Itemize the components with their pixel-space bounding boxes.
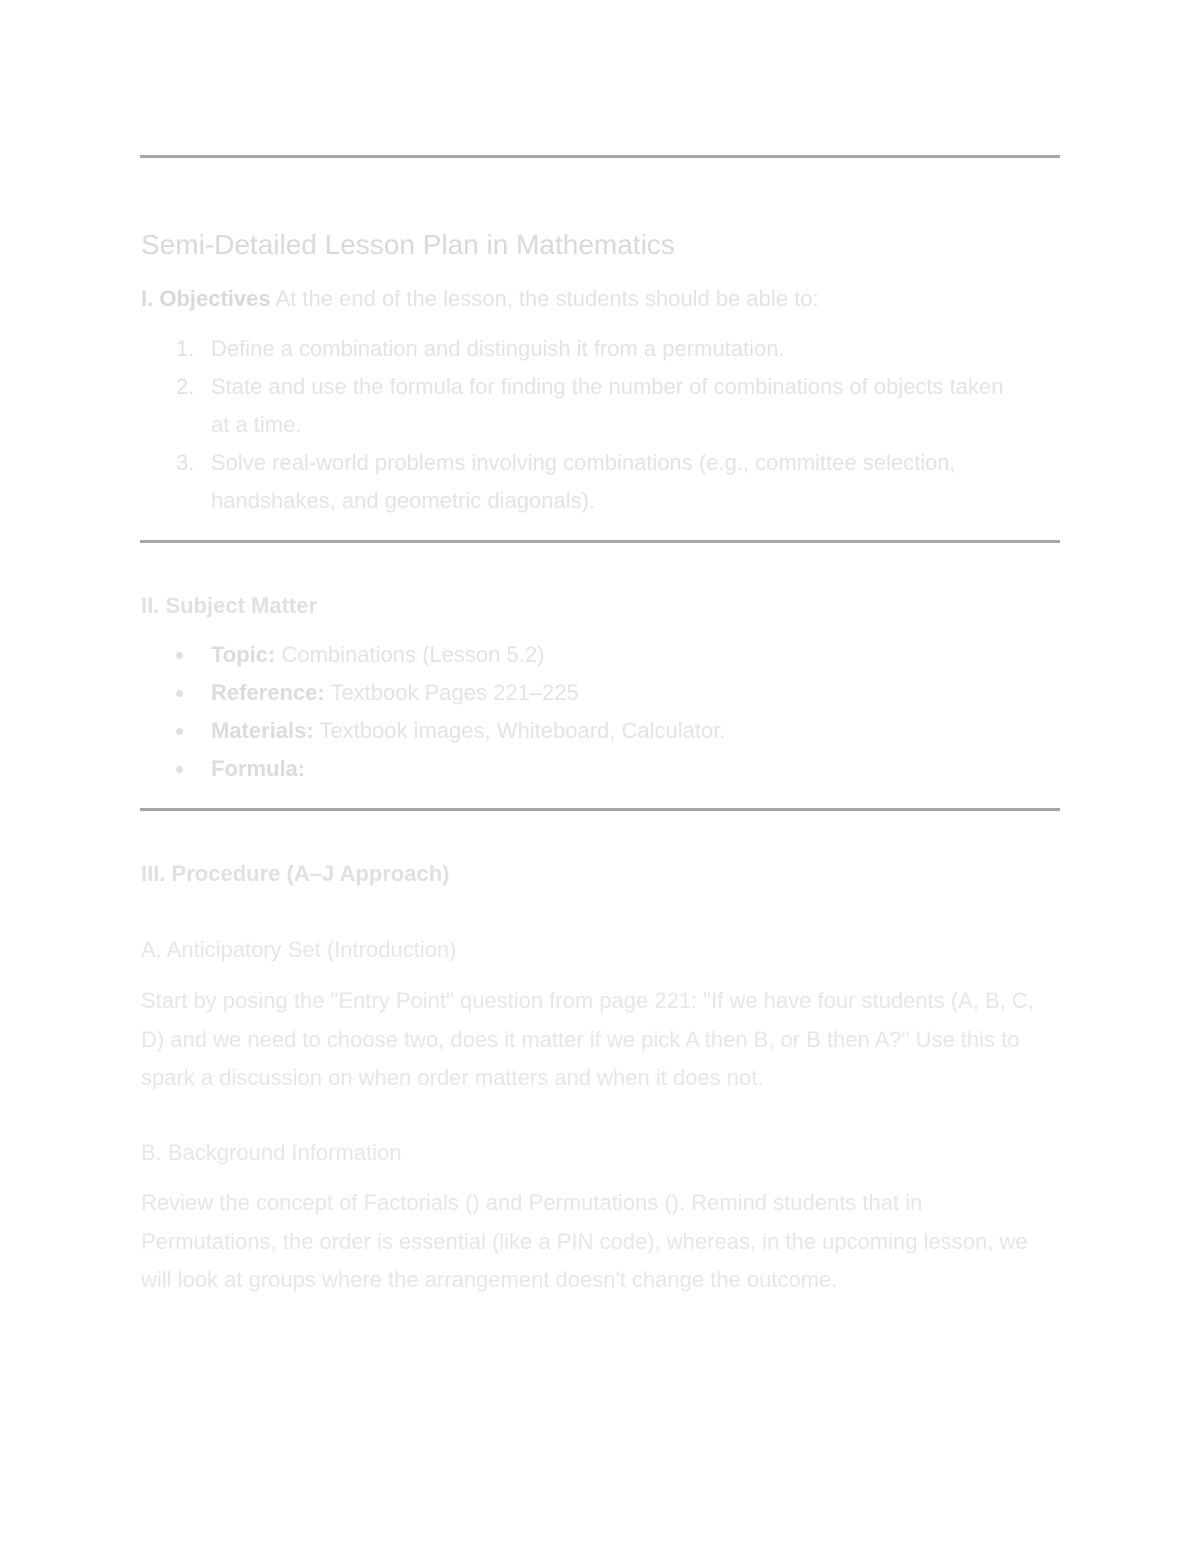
document-title: Semi-Detailed Lesson Plan in Mathematics xyxy=(141,229,675,260)
procedure-section-title: B. Background Information xyxy=(141,1140,402,1165)
lesson-plan-page xyxy=(140,0,1060,1553)
objective-text: Solve real-world problems involving combinations (e.g., committee selection, handshakes, and geometric diagonals). xyxy=(211,450,956,513)
objectives-intro: At the end of the lesson, the students should be able to: xyxy=(275,286,819,311)
bullet-icon xyxy=(176,690,183,697)
top-divider xyxy=(140,155,1060,158)
bullet-icon xyxy=(176,728,183,735)
section-divider xyxy=(140,808,1060,811)
procedure-section-body: Review the concept of Factorials () and Permutations (). Remind students that in Permutations, the order is essential (like a PIN code), whereas, in the upcoming lesson, we will look at groups where the arrangement doesn't change the outcome. xyxy=(141,1190,1028,1292)
procedure-section-title: A. Anticipatory Set (Introduction) xyxy=(141,937,457,962)
item-label: Reference: xyxy=(211,680,325,705)
list-item xyxy=(140,444,1020,520)
objectives-list xyxy=(140,330,1020,520)
list-item xyxy=(140,330,1020,368)
procedure-section-body: Start by posing the "Entry Point" question from page 221: "If we have four students (A, B, C, D) and we need to choose two, does it matter if we pick A then B, or B then A?" Use this to spark a discussion on when order matters and when it does not. xyxy=(141,988,1034,1090)
item-value: Combinations (Lesson 5.2) xyxy=(281,642,545,667)
subject-matter-list xyxy=(140,636,1020,788)
item-value: Textbook Pages 221–225 xyxy=(330,680,579,705)
list-item xyxy=(140,750,1020,788)
objectives-heading: I. Objectives xyxy=(141,286,271,311)
item-value: Textbook images, Whiteboard, Calculator. xyxy=(319,718,726,743)
list-item xyxy=(140,712,1020,750)
objective-text: State and use the formula for finding the number of combinations of objects taken at a time. xyxy=(211,374,1004,437)
bullet-icon xyxy=(176,652,183,659)
list-number: 2. xyxy=(176,374,195,399)
list-number: 1. xyxy=(176,336,195,361)
list-number: 3. xyxy=(176,450,195,475)
list-item xyxy=(140,368,1020,444)
objectives-intro-line xyxy=(141,285,819,313)
item-label: Topic: xyxy=(211,642,276,667)
objective-text: Define a combination and distinguish it from a permutation. xyxy=(211,336,785,361)
list-item xyxy=(140,674,1020,712)
section-divider xyxy=(140,540,1060,543)
item-label: Materials: xyxy=(211,718,314,743)
bullet-icon xyxy=(176,766,183,773)
item-label: Formula: xyxy=(211,756,306,781)
procedure-heading: III. Procedure (A–J Approach) xyxy=(141,861,450,886)
list-item xyxy=(140,636,1020,674)
subject-matter-heading: II. Subject Matter xyxy=(141,593,318,618)
